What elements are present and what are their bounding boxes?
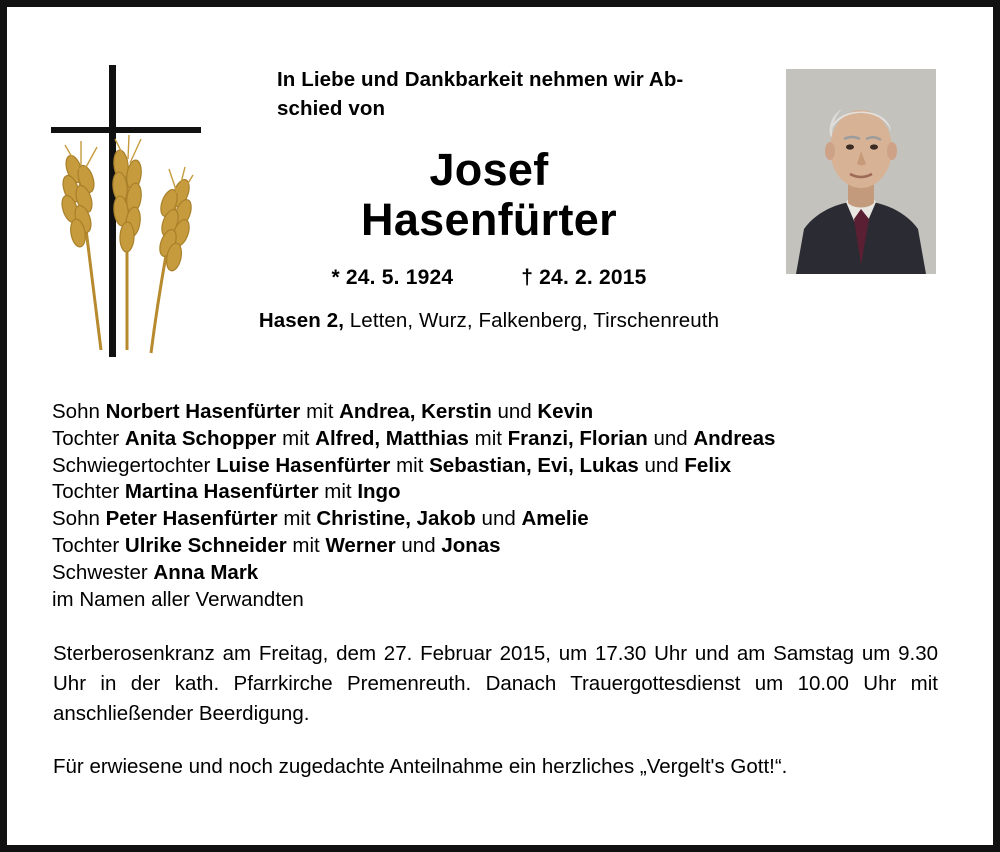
- list-item: Schwester Anna Mark: [52, 560, 259, 584]
- list-item: Schwiegertochter Luise Hasenfürter mit Sebastian, Evi, Lukas und Felix: [52, 453, 732, 477]
- intro-line-2: schied von: [277, 97, 386, 120]
- list-item: Tochter Martina Hasenfürter mit Ingo: [52, 480, 401, 504]
- intro-text: [219, 65, 759, 123]
- notice-inner: [7, 7, 993, 845]
- list-item: im Namen aller Verwandten: [52, 587, 304, 611]
- intro-line-1: In Liebe und Dankbarkeit nehmen wir Ab-: [277, 68, 684, 91]
- cross-and-wheat-icon: [41, 65, 221, 365]
- address-bold: Hasen 2,: [258, 309, 345, 332]
- notice-header-area: [7, 7, 993, 367]
- service-paragraph-2: Für erwiesene und noch zugedachte Anteilnahme ein herzliches „Vergelt's Gott!“.: [53, 755, 788, 778]
- last-name: Hasenfürter: [361, 194, 617, 245]
- first-name: Josef: [429, 144, 549, 195]
- birth-date: * 24. 5. 1924: [331, 266, 454, 289]
- address-rest: Letten, Wurz, Falkenberg, Tirschenreuth: [344, 309, 720, 332]
- address-line: [219, 309, 759, 333]
- service-paragraph-1: Sterberosenkranz am Freitag, dem 27. Februar 2015, um 17.30 Uhr und am Samstag um 9.30 Uhr in der kath. Pfarrkirche Premenreuth. Danach Trauergottesdienst um 10.00 Uhr mit anschließender Beerdigung.: [53, 642, 938, 725]
- list-item: Tochter Ulrike Schneider mit Werner und Jonas: [52, 533, 501, 557]
- life-dates: [219, 266, 759, 290]
- death-date: † 24. 2. 2015: [521, 266, 647, 289]
- service-info: [53, 639, 938, 782]
- list-item: Sohn Peter Hasenfürter mit Christine, Jakob und Amelie: [52, 507, 589, 531]
- headline-block: [219, 65, 759, 333]
- list-item: Tochter Anita Schopper mit Alfred, Matthias mit Franzi, Florian und Andreas: [52, 426, 776, 450]
- portrait-photo: [786, 69, 936, 274]
- deceased-name: [219, 145, 759, 245]
- list-item: Sohn Norbert Hasenfürter mit Andrea, Kerstin und Kevin: [52, 400, 594, 423]
- family-list: [52, 399, 957, 613]
